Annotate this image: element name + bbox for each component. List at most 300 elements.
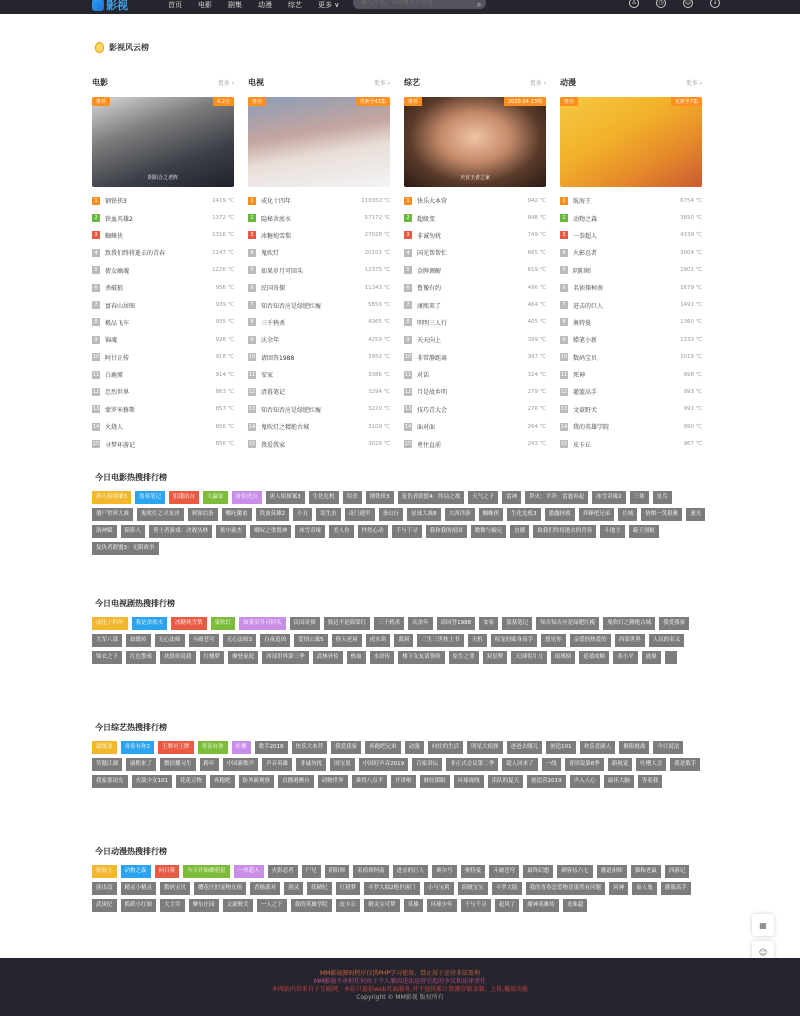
search-tag[interactable]: 卿叹之重置神	[250, 525, 291, 538]
search-tag[interactable]: 钢铁侠3	[366, 491, 394, 504]
search-tag[interactable]: 庆余年	[408, 617, 433, 630]
search-tag[interactable]: 唐人街探案3	[266, 491, 305, 504]
column-title: 电影	[92, 77, 108, 87]
search-tag[interactable]: 无心法师	[155, 634, 185, 647]
heat-value: 1247 ℃	[212, 249, 234, 256]
featured-poster[interactable]	[560, 97, 702, 187]
column-title: 动漫	[560, 77, 576, 87]
search-tag[interactable]: 奔跑吧兄弟	[365, 741, 401, 754]
heat-value: 665 ℃	[527, 249, 546, 256]
search-tag[interactable]: 一线	[542, 758, 561, 771]
ranking-item[interactable]	[560, 192, 702, 209]
search-tag[interactable]: 爸爸去哪儿	[507, 741, 543, 754]
ranking-item[interactable]	[248, 418, 390, 435]
ranking-item[interactable]	[248, 349, 390, 366]
search-tag[interactable]: 开讲啦	[391, 775, 416, 788]
heat-value: 3004 ℃	[680, 249, 702, 256]
search-tag[interactable]: 武林外传	[313, 651, 343, 664]
search-tag[interactable]: 环球少年	[427, 899, 457, 912]
search-tag[interactable]: 长城	[618, 508, 637, 521]
ranking-item[interactable]	[404, 349, 546, 366]
search-tag[interactable]: 康熙来了	[126, 758, 156, 771]
more-link[interactable]: 更多 ›	[217, 79, 234, 87]
search-tag[interactable]: 权宠的贴身高手	[491, 634, 538, 647]
ranking-item[interactable]	[404, 366, 546, 383]
search-tag[interactable]: 美人鱼	[329, 525, 354, 538]
search-tag[interactable]: 吐槽大会	[636, 758, 666, 771]
search-tag[interactable]: 鬼吹灯之寻龙诀	[137, 508, 184, 521]
rank-number: 5	[248, 266, 256, 274]
search-tag[interactable]: 唐伯虎点	[232, 491, 262, 504]
ranking-item[interactable]	[248, 244, 390, 261]
search-tag[interactable]: 动漫	[405, 741, 424, 754]
ranking-item[interactable]	[92, 279, 234, 296]
search-tag[interactable]: 想见你	[541, 634, 566, 647]
nav-series[interactable]: 剧集	[228, 1, 242, 9]
search-tag[interactable]: 笑傲江湖	[92, 758, 122, 771]
search-tag[interactable]: 王牌对王牌	[158, 741, 194, 754]
search-tag[interactable]: 新视觉	[608, 758, 633, 771]
logo-text: 影视	[106, 0, 128, 12]
search-tag[interactable]: 火影忍者	[268, 865, 298, 878]
search-tag[interactable]: 扶摇传说我	[160, 651, 196, 664]
search-tag[interactable]: 生化危机	[309, 491, 339, 504]
search-tag[interactable]: 西部世界	[615, 634, 645, 647]
ranking-item[interactable]	[404, 262, 546, 279]
ranking-item[interactable]	[560, 209, 702, 226]
search-tag[interactable]: 火箭少女101	[132, 775, 173, 788]
search-tag[interactable]: 大主宰	[160, 899, 185, 912]
search-tag[interactable]: 乐队的夏天	[488, 775, 524, 788]
search-tag[interactable]: 爱情公寓5	[294, 634, 328, 647]
search-tag[interactable]: 香肠派对	[250, 882, 280, 895]
search-tag[interactable]: 刺客伍六七	[557, 865, 593, 878]
ranking-item[interactable]	[560, 349, 702, 366]
search-tag[interactable]: 青春有你2	[121, 741, 155, 754]
search-tag[interactable]: 狱中豪杰	[216, 525, 246, 538]
search-tag[interactable]: 创造营2019	[527, 775, 566, 788]
search-tag[interactable]: 邓小平	[613, 651, 638, 664]
ranking-item[interactable]	[248, 331, 390, 348]
search-tag[interactable]: 斗破苍穹	[189, 634, 219, 647]
search-tag[interactable]: 成化十四年	[92, 617, 128, 630]
ranking-item[interactable]	[404, 209, 546, 226]
search-tag[interactable]: 安家	[479, 617, 498, 630]
search-tag[interactable]: 尸兄	[302, 865, 321, 878]
featured-poster[interactable]	[404, 97, 546, 187]
ranking-item[interactable]	[248, 279, 390, 296]
search-tag[interactable]: 微微与骗兄	[471, 525, 507, 538]
search-tag[interactable]: 摩登家庭	[228, 651, 258, 664]
search-tag[interactable]: 大赢家	[203, 491, 228, 504]
search-tag[interactable]: 妖精纪	[307, 882, 332, 895]
search-tag[interactable]: 今日说法	[653, 741, 683, 754]
ranking-item[interactable]	[404, 192, 546, 209]
search-tag[interactable]: 大西洋游	[445, 508, 475, 521]
search-tag[interactable]: 如懿传	[126, 634, 151, 647]
qrcode-icon[interactable]: ▦	[752, 914, 774, 936]
search-tag[interactable]: 直播	[510, 525, 529, 538]
search-tag[interactable]: 国宝说	[330, 758, 355, 771]
search-tag[interactable]: 星鸟	[653, 491, 672, 504]
search-tag[interactable]: 拜火：平洋：雷霆再起	[525, 491, 588, 504]
search-tag[interactable]: 双星孽	[483, 651, 508, 664]
search-tag[interactable]: 灌篮高手	[661, 882, 691, 895]
search-tag[interactable]: 动物世界	[318, 775, 348, 788]
search-tag[interactable]: 情棋一笑很雅	[641, 508, 682, 521]
rank-number: 11	[248, 371, 256, 378]
ranking-item[interactable]	[248, 366, 390, 383]
search-tag[interactable]: 斗罗大陆	[492, 882, 522, 895]
ranking-item[interactable]	[560, 262, 702, 279]
ranking-item[interactable]	[92, 314, 234, 331]
search-tag[interactable]: 千与千寻	[392, 525, 422, 538]
search-tag[interactable]: 斗罗大陆2绝世唐门	[364, 882, 420, 895]
ranking-item[interactable]	[92, 331, 234, 348]
ranking-item[interactable]	[404, 435, 546, 452]
search-tag[interactable]: 养蜂吧兄弟	[579, 508, 615, 521]
ranking-item[interactable]	[560, 401, 702, 418]
ranking-item[interactable]	[92, 366, 234, 383]
title-text: 进击的巨人	[573, 302, 604, 310]
featured-poster[interactable]	[92, 97, 234, 187]
search-tag[interactable]: 最终幻想	[523, 865, 553, 878]
search-tag[interactable]: 向往的生活	[428, 741, 464, 754]
search-input[interactable]	[353, 0, 486, 9]
ranking-item[interactable]	[92, 227, 234, 244]
ranking-item[interactable]	[248, 262, 390, 279]
search-tag[interactable]: 蜘蛛侠	[479, 508, 504, 521]
ranking-item[interactable]	[560, 435, 702, 452]
search-tag[interactable]: 千与千寻	[461, 899, 491, 912]
search-tag[interactable]: 小丑	[293, 508, 312, 521]
search-tag[interactable]: 我的青春恋爱物语果然有问题	[526, 882, 606, 895]
search-tag[interactable]: 摩尔庄园	[189, 899, 219, 912]
search-tag[interactable]: 民国奇探	[290, 617, 320, 630]
search-tag[interactable]: 环球视线	[454, 775, 484, 788]
search-tag[interactable]: 三千鸦杀	[374, 617, 404, 630]
ranking-item[interactable]	[560, 418, 702, 435]
search-tag[interactable]: 无心法师3	[223, 634, 257, 647]
search-tag[interactable]: 声入人心	[570, 775, 600, 788]
nav-home[interactable]: 首页	[168, 1, 182, 9]
nav-anime[interactable]: 动漫	[258, 1, 272, 9]
ranking-item[interactable]	[92, 435, 234, 452]
search-tag[interactable]: 百家讲坛	[412, 758, 442, 771]
search-tag[interactable]: 铁血英雄2	[256, 508, 290, 521]
ranking-item[interactable]	[92, 296, 234, 313]
search-tag[interactable]: 吐槽	[232, 741, 251, 754]
search-tag[interactable]: 红色警戒	[126, 651, 156, 664]
search-tag[interactable]: 财经郎眼	[420, 775, 450, 788]
search-tag[interactable]: 冰雪奇缘	[295, 525, 325, 538]
title-text: 动物之森	[573, 215, 598, 223]
rank-number: 10	[404, 354, 412, 361]
ranking-item[interactable]	[404, 418, 546, 435]
ranking-item[interactable]	[248, 435, 390, 452]
title-text: 数码宝贝	[573, 354, 598, 362]
search-tag[interactable]: 非正式会议第二季	[446, 758, 498, 771]
ranking-item[interactable]	[560, 244, 702, 261]
search-tag[interactable]: 陪影人	[121, 525, 146, 538]
search-tag[interactable]: 红猪梦	[336, 882, 361, 895]
search-tag[interactable]: 我家那闺女	[92, 775, 128, 788]
search-tag[interactable]: 复仇者联盟3：无限战争	[92, 542, 159, 555]
ranking-item[interactable]	[404, 401, 546, 418]
search-tag[interactable]: 亲爱的热爱的	[570, 634, 611, 647]
search-tag[interactable]: 极限挑战	[619, 741, 649, 754]
search-tag[interactable]: 泰人鬼	[632, 882, 657, 895]
search-tag[interactable]: 非诚勿扰	[296, 758, 326, 771]
search-tag[interactable]: 剑灵	[284, 882, 303, 895]
search-tag[interactable]: 霸王别姬	[629, 525, 659, 538]
search-tag[interactable]: 青团说第6季	[565, 758, 604, 771]
search-tag[interactable]: 狐妖小红娘	[121, 899, 157, 912]
search-tag[interactable]: 奥特曼	[461, 865, 486, 878]
search-tag[interactable]: 龙珠超	[563, 899, 588, 912]
search-tag[interactable]: 水浒传	[370, 651, 395, 664]
search-tag[interactable]: 我的英雄学院	[291, 899, 332, 912]
search-tag[interactable]: 延禧攻略	[579, 651, 609, 664]
search-tag[interactable]: 哪吒魔童	[222, 508, 252, 521]
search-tag[interactable]: 小马宝莉	[424, 882, 454, 895]
search-tag[interactable]: 天机	[468, 634, 487, 647]
search-tag[interactable]: 动物之森	[121, 865, 151, 878]
search-tag[interactable]: 天气之子	[468, 491, 498, 504]
search-tag[interactable]: 一拳超人	[234, 865, 264, 878]
search-tag[interactable]: 盗墓笔记	[135, 491, 165, 504]
title-text: 奥特曼	[573, 319, 592, 327]
search-tag[interactable]: 名侦探柯南	[353, 865, 389, 878]
search-tag[interactable]: 白夜追凶	[260, 634, 290, 647]
search-tag[interactable]: 三体	[630, 491, 649, 504]
search-tag[interactable]: 僵尸世界大战	[92, 508, 133, 521]
search-tag[interactable]: 精灵小精灵	[121, 882, 157, 895]
search-tag[interactable]: 离洞	[394, 634, 413, 647]
search-tag[interactable]: 寄生虫	[316, 508, 341, 521]
search-tag[interactable]: 青春有你	[198, 741, 228, 754]
search-tag[interactable]: 琅琊榜	[551, 651, 576, 664]
ranking-item[interactable]	[404, 314, 546, 331]
search-tag[interactable]: 斗破苍穹	[489, 865, 519, 878]
ranking-item[interactable]	[404, 244, 546, 261]
search-tag[interactable]: 虎水寒	[366, 634, 391, 647]
search-tag[interactable]: 愚蠢拯救	[545, 508, 575, 521]
search-tag[interactable]: 鬼吹灯之精绝古城	[603, 617, 655, 630]
search-tag[interactable]: 雷神	[502, 491, 521, 504]
search-tag[interactable]: 防务新观察	[239, 775, 275, 788]
search-tag[interactable]: 生化危机3	[507, 508, 541, 521]
search-tag[interactable]: 斗地主	[600, 525, 625, 538]
search-tag[interactable]: 超人回来了	[502, 758, 538, 771]
search-tag[interactable]: 创造101	[546, 741, 576, 754]
search-icon[interactable]: ⌕	[477, 0, 482, 9]
ranking-item[interactable]	[248, 383, 390, 400]
search-tag[interactable]: 武庚纪	[92, 899, 117, 912]
search-tag[interactable]: 我爱我家	[659, 617, 689, 630]
search-tag[interactable]: 我爱我家	[331, 741, 361, 754]
heat-value: 397 ℃	[527, 354, 546, 361]
ranking-item[interactable]	[92, 383, 234, 400]
search-tag[interactable]: 知否知否应是绿肥红瘦	[536, 617, 599, 630]
search-tag[interactable]: 鹿鼎	[642, 651, 661, 664]
ranking-item[interactable]	[404, 331, 546, 348]
search-tag[interactable]: 红楼梦	[200, 651, 225, 664]
ranking-item[interactable]	[560, 314, 702, 331]
search-tag[interactable]: 海贼宝宝	[458, 882, 488, 895]
heat-value: 110352 ℃	[361, 197, 390, 204]
history-icon[interactable]: ◷	[656, 0, 666, 8]
search-tag[interactable]: 请回答1988	[437, 617, 476, 630]
search-tag[interactable]: 一人之下	[257, 899, 287, 912]
title-text: 我爱我家	[261, 441, 286, 449]
title-text: 一拳超人	[573, 232, 598, 240]
search-tag[interactable]: 奔跑吧	[210, 775, 235, 788]
search-tag[interactable]: 速光	[686, 508, 705, 521]
search-tag[interactable]: 文豪野犬	[223, 899, 253, 912]
ranking-item[interactable]	[248, 401, 390, 418]
search-tag[interactable]: 起风了	[495, 899, 520, 912]
search-tag[interactable]: 倚天老屋	[332, 634, 362, 647]
download-icon[interactable]: ↓	[710, 0, 720, 8]
ranking-item[interactable]	[248, 296, 390, 313]
search-tag[interactable]: 猫和老鼠	[631, 865, 661, 878]
search-tag[interactable]: 我是余欢水	[132, 617, 168, 630]
search-tag[interactable]: 赛尔号	[432, 865, 457, 878]
ranking-item[interactable]	[404, 227, 546, 244]
search-tag[interactable]: 英雄	[404, 899, 423, 912]
search-tag[interactable]: 复仇者联盟4：终局之战	[398, 491, 465, 504]
search-tag[interactable]: 等着我	[638, 775, 663, 788]
search-tag[interactable]: 唐人街探案3	[92, 491, 131, 504]
search-tag[interactable]: 饥饿站台	[169, 491, 199, 504]
search-tag[interactable]: 进击的巨人	[393, 865, 429, 878]
ranking-item[interactable]	[92, 262, 234, 279]
search-tag[interactable]: 鬼吹灯	[211, 617, 236, 630]
search-tag[interactable]: 难得八点半	[352, 775, 388, 788]
search-tag[interactable]: 熊出没	[92, 882, 117, 895]
ranking-item[interactable]	[92, 401, 234, 418]
search-tag[interactable]: 冰雪奇缘2	[592, 491, 626, 504]
ranking-item[interactable]	[404, 296, 546, 313]
search-tag[interactable]	[665, 651, 677, 664]
nav-movie[interactable]: 电影	[198, 1, 212, 9]
search-tag[interactable]: 热血	[347, 651, 366, 664]
nav-variety[interactable]: 综艺	[288, 1, 302, 9]
search-tag[interactable]: 楼下女友请签收	[398, 651, 445, 664]
search-tag[interactable]: 釜山行	[379, 508, 404, 521]
search-tag[interactable]: 误杀	[343, 491, 362, 504]
ranking-item[interactable]	[92, 349, 234, 366]
search-tag[interactable]: 怦然心动	[358, 525, 388, 538]
search-tag[interactable]: 中国好声音2019	[359, 758, 409, 771]
search-tag[interactable]: 天国明月刀	[511, 651, 547, 664]
ranking-item[interactable]	[248, 209, 390, 226]
search-tag[interactable]: 魔神英雄传	[523, 899, 559, 912]
ranking-item[interactable]	[248, 192, 390, 209]
search-tag[interactable]: 樱花庄的宠物女孩	[194, 882, 246, 895]
ranking-item[interactable]	[560, 383, 702, 400]
search-tag[interactable]: 中国新歌声	[223, 758, 259, 771]
ranking-item[interactable]	[560, 366, 702, 383]
search-tag[interactable]: 阴阳师	[325, 865, 350, 878]
ranking-item[interactable]	[560, 331, 702, 348]
site-logo[interactable]	[92, 0, 128, 12]
search-tag[interactable]: 原生之罪	[449, 651, 479, 664]
search-tag[interactable]: 冰糖炖雪梨	[171, 617, 207, 630]
ranking-item[interactable]	[92, 418, 234, 435]
search-tag[interactable]: 精灵宝可梦	[364, 899, 400, 912]
search-tag[interactable]: 鬓边不是海棠红	[324, 617, 371, 630]
ranking-item[interactable]	[404, 279, 546, 296]
search-tag[interactable]: 今天开始做明星	[183, 865, 230, 878]
user-icon[interactable]: ♙	[629, 0, 639, 8]
search-tag[interactable]: 微信播习生	[160, 758, 196, 771]
search-tag[interactable]: 魔道祖师	[597, 865, 627, 878]
nav-more[interactable]: 更多 ∨	[318, 1, 340, 9]
more-link[interactable]: 更多 ›	[373, 79, 390, 87]
ranking-item[interactable]	[560, 279, 702, 296]
ranking-item[interactable]	[248, 227, 390, 244]
search-tag[interactable]: 数码宝贝	[160, 882, 190, 895]
search-tag[interactable]: 我是歌手	[670, 758, 700, 771]
ranking-item[interactable]	[560, 227, 702, 244]
ranking-item[interactable]	[92, 209, 234, 226]
search-tag[interactable]: 花花万物	[176, 775, 206, 788]
search-tag[interactable]: 河神	[609, 882, 628, 895]
search-tag[interactable]: 奇门遁甲	[345, 508, 375, 521]
search-tag[interactable]: 三生三世枕上书	[417, 634, 464, 647]
search-tag[interactable]: 致我们终将逝去的青春	[533, 525, 596, 538]
search-tag[interactable]: 西部世界第三季	[262, 651, 309, 664]
search-tag[interactable]: 最佳大脑	[604, 775, 634, 788]
search-tag[interactable]: 歌手2018	[255, 741, 288, 754]
search-tag[interactable]: 皮卡丘	[336, 899, 361, 912]
more-link[interactable]: 更多 ›	[685, 79, 702, 87]
search-tag[interactable]: 直播港澳台	[278, 775, 314, 788]
search-tag[interactable]: 人民的名义	[649, 634, 685, 647]
search-tag[interactable]: 我和我的祖国	[426, 525, 467, 538]
more-link[interactable]: 更多 ›	[529, 79, 546, 87]
search-tag[interactable]: 盗墓笔记	[502, 617, 532, 630]
heat-value: 276 ℃	[527, 406, 546, 413]
search-tag[interactable]: 快乐大本营	[292, 741, 328, 754]
search-tag[interactable]: 刺客信条	[188, 508, 218, 521]
featured-poster[interactable]	[248, 97, 390, 187]
ranking-item[interactable]	[92, 244, 234, 261]
search-tag[interactable]: 星球大战8	[407, 508, 441, 521]
search-tag[interactable]: 跨年	[200, 758, 219, 771]
search-tag[interactable]: 大军八部	[92, 634, 122, 647]
search-tag[interactable]: 欢乐喜剧人	[580, 741, 616, 754]
search-tag[interactable]: 如果岁月可回头	[239, 617, 286, 630]
ranking-item[interactable]	[248, 314, 390, 331]
search-tag[interactable]: 明星大侦探	[467, 741, 503, 754]
search-tag[interactable]: 西游记	[665, 865, 690, 878]
search-tag[interactable]: 洛神赋	[92, 525, 117, 538]
search-tag[interactable]: 超级变	[92, 741, 117, 754]
message-icon[interactable]: ☺	[684, 0, 692, 6]
ranking-item[interactable]	[560, 296, 702, 313]
search-tag[interactable]: 勇士者游戏：决战丛林	[149, 525, 212, 538]
ranking-item[interactable]	[92, 192, 234, 209]
search-tag[interactable]: 声音英雄	[262, 758, 292, 771]
search-tag[interactable]: 航海王	[92, 865, 117, 878]
feedback-icon[interactable]: ☺	[752, 941, 774, 963]
ranking-item[interactable]	[404, 383, 546, 400]
search-tag[interactable]: 向日葵	[155, 865, 180, 878]
search-tag[interactable]: 锦衣之下	[92, 651, 122, 664]
